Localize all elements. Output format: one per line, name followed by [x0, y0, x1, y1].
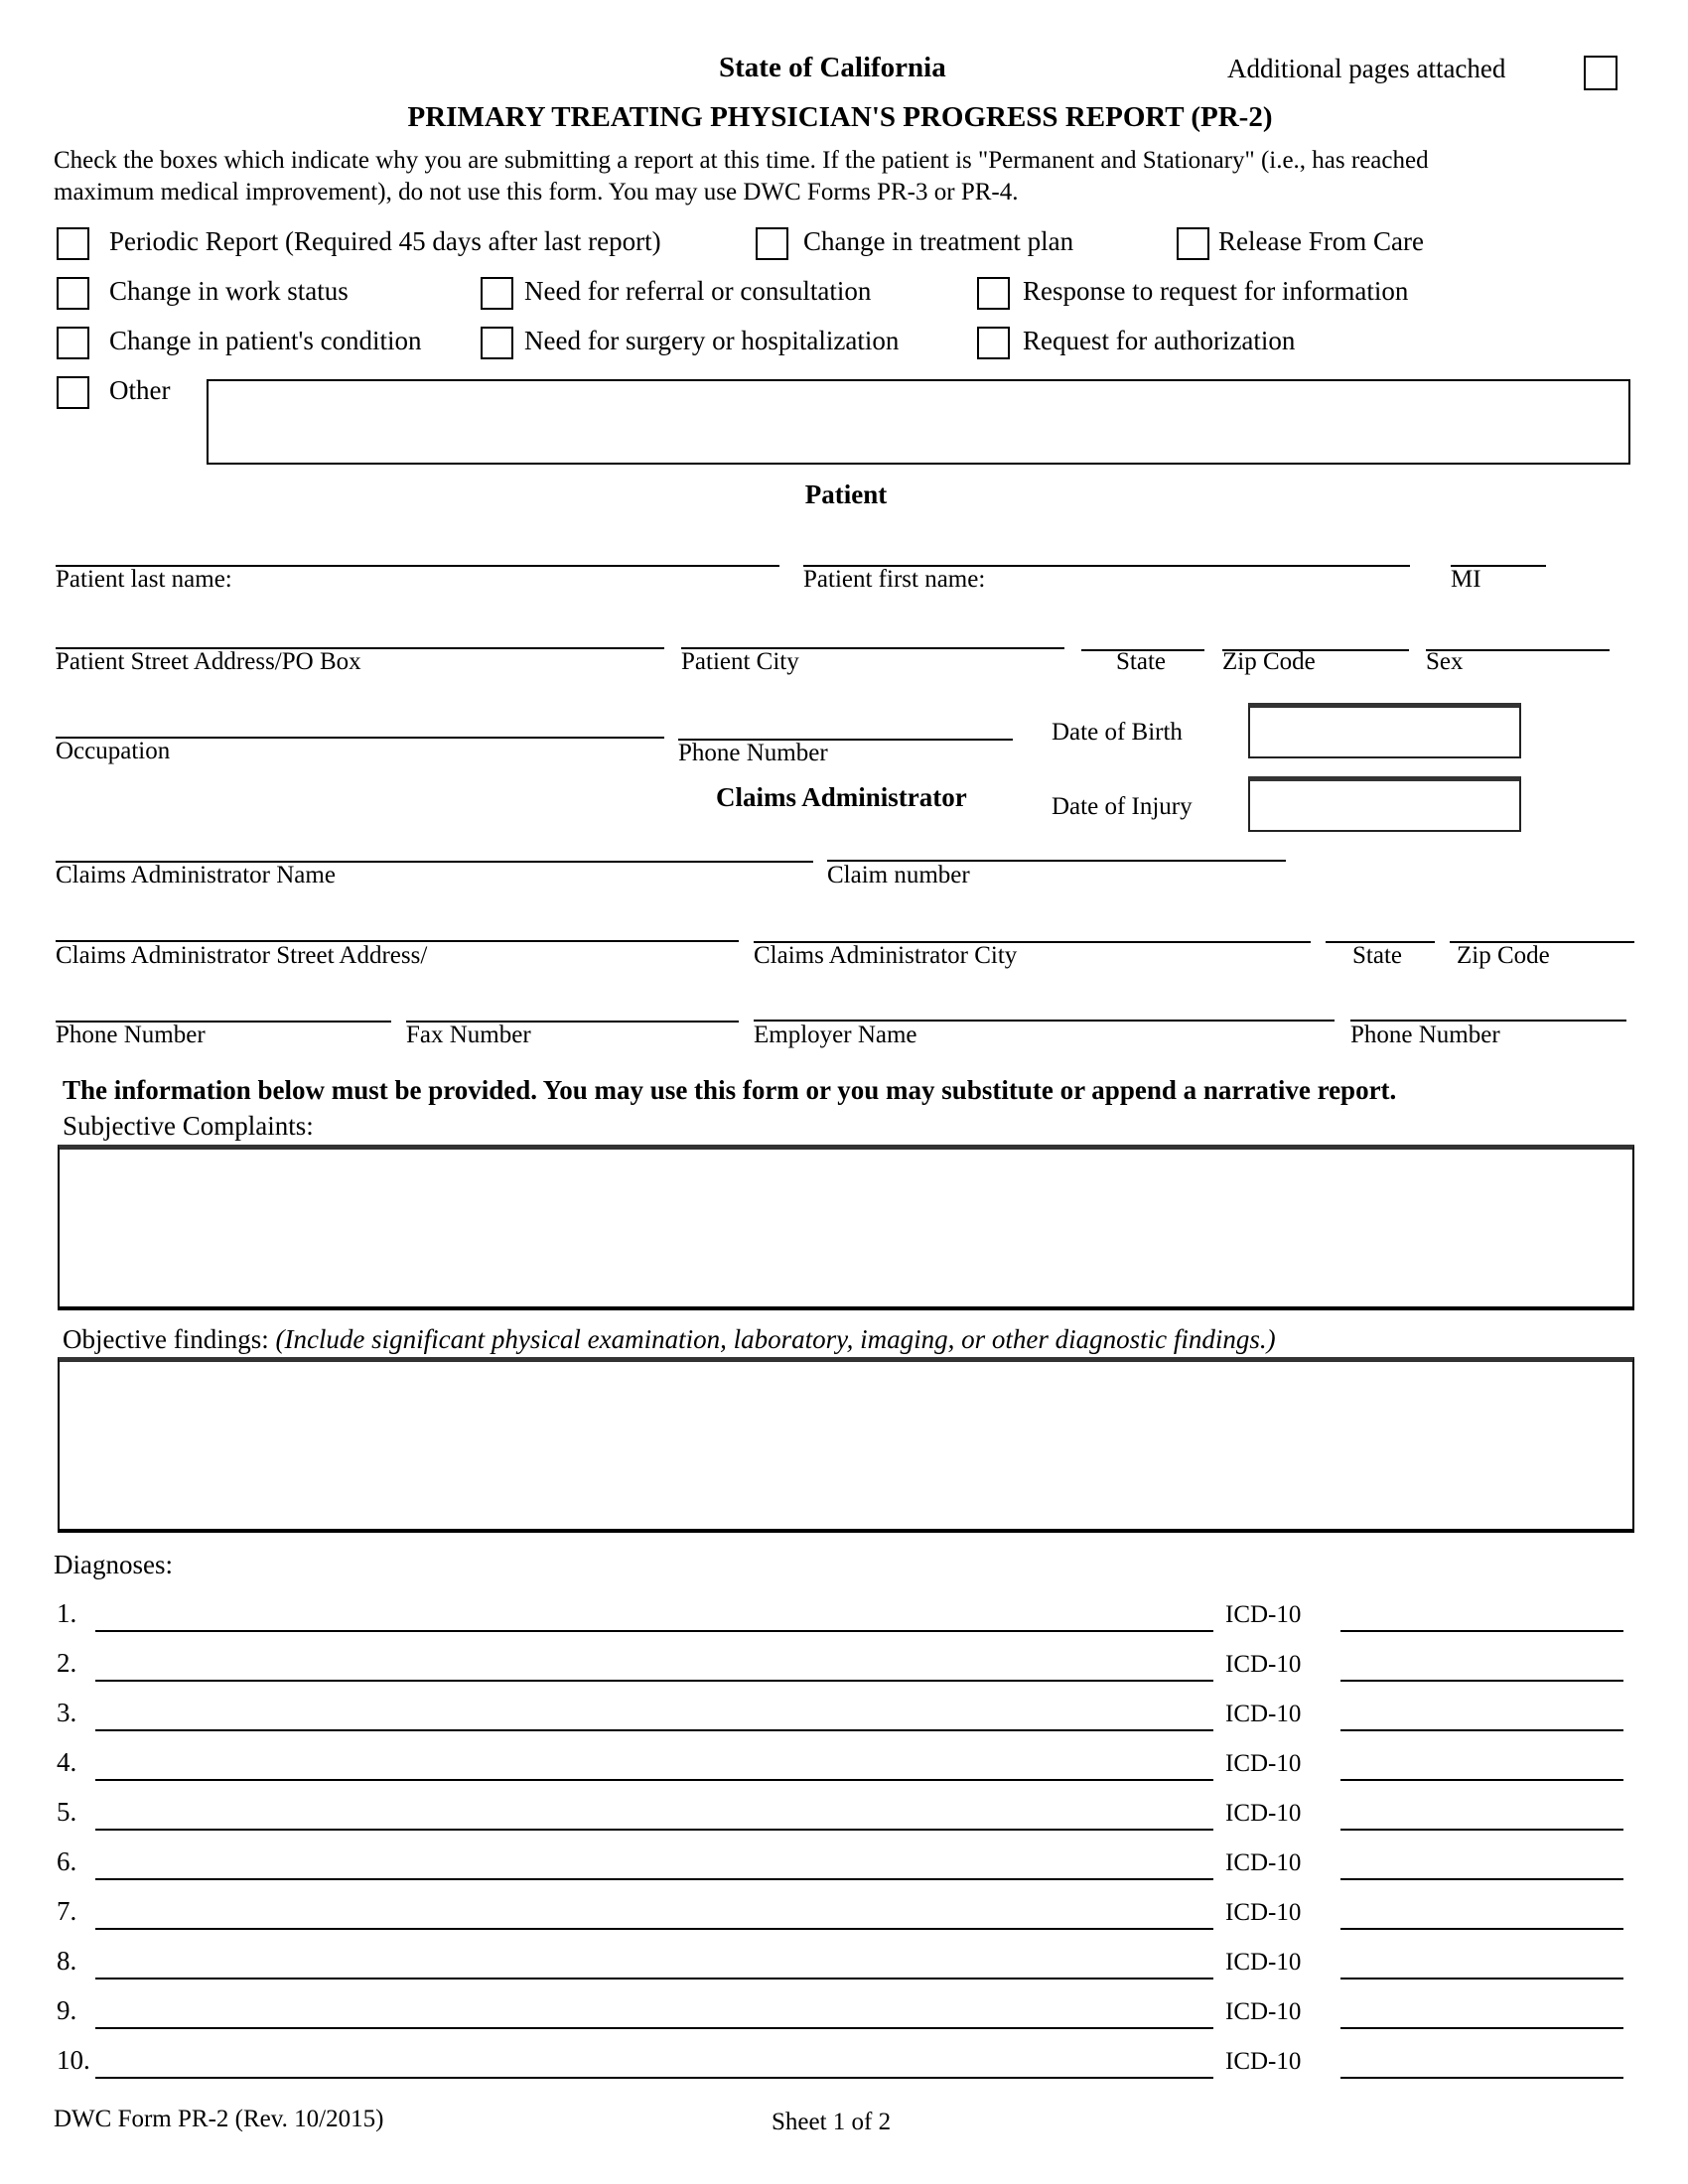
claim-number-label: Claim number — [827, 862, 970, 888]
checkbox-other[interactable] — [57, 376, 89, 409]
label-release-from-care: Release From Care — [1218, 226, 1424, 256]
diagnosis-field[interactable] — [95, 1829, 1213, 1831]
diagnosis-number: 5. — [57, 1797, 77, 1827]
label-change-work-status: Change in work status — [109, 276, 349, 306]
other-text-box[interactable] — [207, 379, 1630, 465]
icd10-code-field[interactable] — [1340, 2077, 1623, 2079]
date-of-injury-field[interactable] — [1248, 776, 1521, 832]
icd10-label: ICD-10 — [1225, 1800, 1302, 1827]
diagnosis-number: 10. — [57, 2045, 90, 2075]
checkbox-need-referral[interactable] — [481, 277, 513, 310]
icd10-label: ICD-10 — [1225, 1750, 1302, 1777]
claims-admin-phone-label: Phone Number — [56, 1022, 206, 1048]
icd10-code-field[interactable] — [1340, 1630, 1623, 1632]
label-other: Other — [109, 375, 171, 405]
diagnosis-field[interactable] — [95, 2077, 1213, 2079]
additional-pages-checkbox[interactable] — [1584, 56, 1618, 90]
patient-sex-label: Sex — [1426, 648, 1464, 675]
instructions-line-2: maximum medical improvement), do not use this form. You may use DWC Forms PR-3 or PR-4. — [54, 179, 1019, 205]
form-id: DWC Form PR-2 (Rev. 10/2015) — [54, 2106, 384, 2132]
checkbox-response-to-request[interactable] — [977, 277, 1010, 310]
icd10-code-field[interactable] — [1340, 1978, 1623, 1979]
diagnosis-field[interactable] — [95, 1680, 1213, 1682]
icd10-code-field[interactable] — [1340, 1779, 1623, 1781]
additional-pages-label: Additional pages attached — [1227, 54, 1506, 83]
form-title: PRIMARY TREATING PHYSICIAN'S PROGRESS REPORT (PR-2) — [407, 101, 1273, 133]
patient-heading: Patient — [804, 479, 888, 509]
diagnosis-field[interactable] — [95, 1630, 1213, 1632]
icd10-label: ICD-10 — [1225, 1601, 1302, 1628]
patient-state-label: State — [1116, 648, 1166, 675]
patient-last-name-label: Patient last name: — [56, 566, 232, 593]
checkbox-change-work-status[interactable] — [57, 277, 89, 310]
diagnosis-field[interactable] — [95, 1928, 1213, 1930]
patient-phone-label: Phone Number — [678, 740, 828, 766]
objective-findings-heading — [63, 1326, 1276, 1353]
diagnosis-number: 9. — [57, 1995, 77, 2025]
diagnosis-field[interactable] — [95, 1779, 1213, 1781]
checkbox-release-from-care[interactable] — [1177, 227, 1209, 260]
date-of-birth-label: Date of Birth — [1052, 719, 1183, 746]
diagnosis-number: 7. — [57, 1896, 77, 1926]
icd10-label: ICD-10 — [1225, 1998, 1302, 2025]
icd10-code-field[interactable] — [1340, 1829, 1623, 1831]
instructions-line-1: Check the boxes which indicate why you are submitting a report at this time. If the patient is "Permanent and Stationary" (i.e., has reached — [54, 147, 1429, 174]
diagnosis-number: 2. — [57, 1648, 77, 1678]
diagnosis-field[interactable] — [95, 1978, 1213, 1979]
claims-admin-zip-label: Zip Code — [1457, 942, 1550, 969]
patient-street-label: Patient Street Address/PO Box — [56, 648, 361, 675]
narrative-notice: The information below must be provided. You may use this form or you may substitute or append a narrative report. — [63, 1075, 1397, 1105]
claims-admin-state-label: State — [1352, 942, 1402, 969]
sheet-number: Sheet 1 of 2 — [772, 2109, 892, 2135]
diagnosis-field[interactable] — [95, 1729, 1213, 1731]
diagnosis-field[interactable] — [95, 2027, 1213, 2029]
claims-admin-street-label: Claims Administrator Street Address/ — [56, 942, 428, 969]
label-request-authorization: Request for authorization — [1023, 326, 1296, 355]
objective-findings-label: Objective findings: — [63, 1324, 269, 1354]
claims-admin-fax-label: Fax Number — [406, 1022, 531, 1048]
checkbox-periodic-report[interactable] — [57, 227, 89, 260]
diagnoses-heading: Diagnoses: — [54, 1550, 173, 1579]
checkbox-change-patient-condition[interactable] — [57, 327, 89, 359]
diagnosis-number: 8. — [57, 1946, 77, 1976]
icd10-label: ICD-10 — [1225, 2048, 1302, 2075]
icd10-code-field[interactable] — [1340, 2027, 1623, 2029]
subjective-complaints-box[interactable] — [58, 1145, 1634, 1310]
diagnosis-field[interactable] — [95, 1878, 1213, 1880]
claims-admin-name-label: Claims Administrator Name — [56, 862, 336, 888]
patient-mi-label: MI — [1451, 566, 1481, 593]
icd10-code-field[interactable] — [1340, 1878, 1623, 1880]
checkbox-need-surgery[interactable] — [481, 327, 513, 359]
date-of-injury-label: Date of Injury — [1052, 793, 1193, 820]
icd10-code-field[interactable] — [1340, 1729, 1623, 1731]
label-periodic-report: Periodic Report (Required 45 days after last report) — [109, 226, 661, 256]
patient-occupation-label: Occupation — [56, 738, 171, 764]
label-change-treatment-plan: Change in treatment plan — [803, 226, 1074, 256]
claims-admin-city-label: Claims Administrator City — [754, 942, 1018, 969]
icd10-label: ICD-10 — [1225, 1701, 1302, 1727]
label-need-surgery: Need for surgery or hospitalization — [524, 326, 900, 355]
icd10-label: ICD-10 — [1225, 1949, 1302, 1976]
state-heading: State of California — [719, 52, 946, 83]
icd10-code-field[interactable] — [1340, 1928, 1623, 1930]
diagnosis-number: 6. — [57, 1846, 77, 1876]
icd10-label: ICD-10 — [1225, 1651, 1302, 1678]
label-need-referral: Need for referral or consultation — [524, 276, 872, 306]
patient-city-label: Patient City — [681, 648, 799, 675]
claims-administrator-heading: Claims Administrator — [716, 782, 967, 812]
diagnosis-number: 3. — [57, 1698, 77, 1727]
employer-phone-label: Phone Number — [1350, 1022, 1500, 1048]
patient-zip-label: Zip Code — [1222, 648, 1316, 675]
date-of-birth-field[interactable] — [1248, 703, 1521, 758]
label-change-patient-condition: Change in patient's condition — [109, 326, 422, 355]
objective-findings-box[interactable] — [58, 1357, 1634, 1533]
employer-name-label: Employer Name — [754, 1022, 917, 1048]
checkbox-request-authorization[interactable] — [977, 327, 1010, 359]
objective-findings-hint: (Include significant physical examination, laboratory, imaging, or other diagnostic findings.) — [275, 1324, 1276, 1354]
patient-first-name-label: Patient first name: — [803, 566, 986, 593]
subjective-complaints-label: Subjective Complaints: — [63, 1111, 314, 1141]
icd10-label: ICD-10 — [1225, 1849, 1302, 1876]
icd10-code-field[interactable] — [1340, 1680, 1623, 1682]
label-response-to-request: Response to request for information — [1023, 276, 1409, 306]
checkbox-change-treatment-plan[interactable] — [756, 227, 788, 260]
diagnosis-number: 4. — [57, 1747, 77, 1777]
icd10-label: ICD-10 — [1225, 1899, 1302, 1926]
diagnosis-number: 1. — [57, 1598, 77, 1628]
